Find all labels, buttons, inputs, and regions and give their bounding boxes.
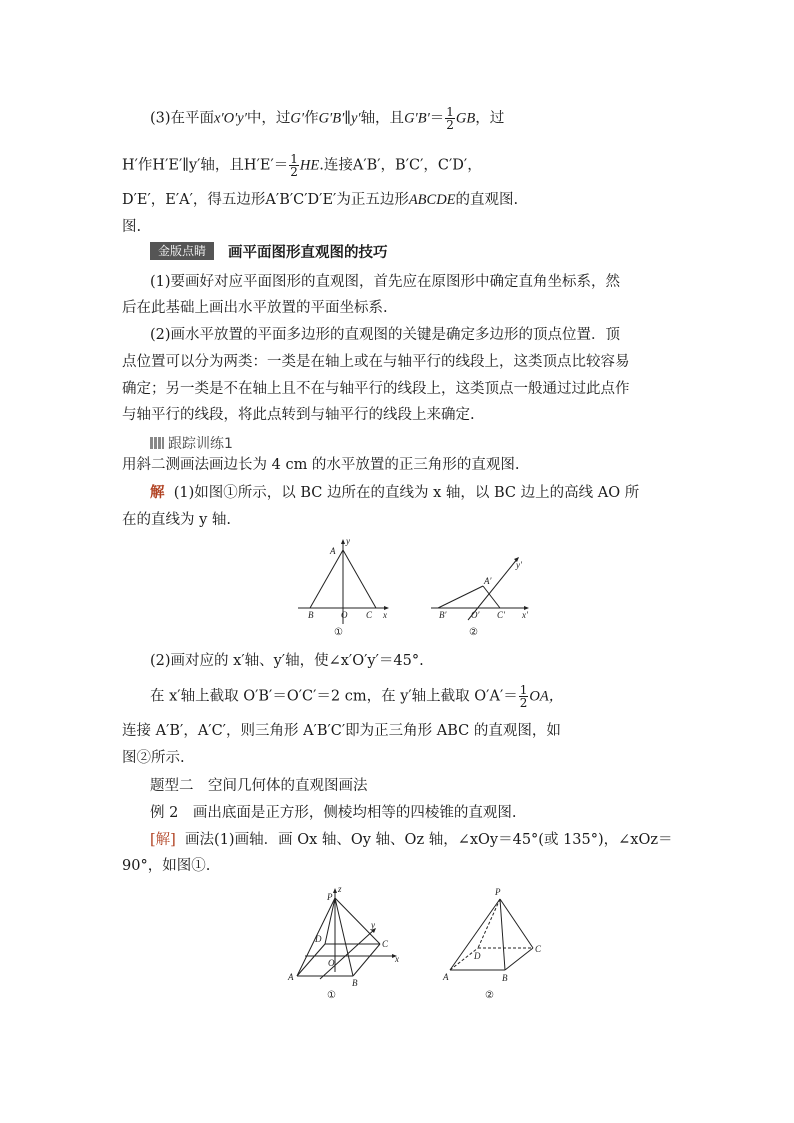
tip-p2-l1: (2)画水平放置的平面多边形的直观图的关键是确定多边形的顶点位置．顶: [150, 327, 621, 343]
label-b: B: [308, 610, 314, 620]
section-title: 题型二 空间几何体的直观图画法: [150, 778, 368, 794]
caption-2: ②: [469, 627, 478, 638]
solution-l1: [解] 画法(1)画轴．画 Ox 轴、Oy 轴、Oz 轴，∠xOy＝45°(或 135°)，∠xOz＝: [150, 832, 673, 848]
label-x2: x′: [522, 610, 528, 620]
fraction-half: $\frac{1}{2}$: [446, 105, 454, 132]
label-y2: y′: [516, 560, 522, 570]
tip-p2-l2: 点位置可以分为两类：一类是在轴上或在与轴平行的线段上，这类顶点比较容易: [122, 354, 630, 370]
b2-label: B: [502, 973, 508, 983]
label-a: A: [330, 546, 336, 556]
fraction-half-3: $\frac{1}{2}$: [519, 683, 528, 710]
c-label: C: [382, 939, 389, 949]
example-2: 例 2 画出底面是正方形，侧棱均相等的四棱锥的直观图.: [150, 805, 517, 821]
step3-line2: H′作H′E′∥y′轴，且H′E′＝ $\frac{1}{2}$ HE.连接A′B′，B′C′，C′D′，: [122, 152, 482, 179]
tip-title: 画平面图形直观图的技巧: [228, 245, 388, 261]
label-y: y: [346, 536, 350, 546]
training-s2: (2)画对应的 x′轴、y′轴，使∠x′O′y′＝45°.: [150, 653, 424, 669]
tip-p1-l2: 后在此基础上画出水平放置的平面坐标系.: [122, 300, 388, 316]
label-o2: O′: [471, 610, 480, 620]
training-s5: 图②所示.: [122, 750, 185, 766]
d2-label: D: [474, 951, 481, 961]
d-label: D: [315, 934, 322, 944]
tip-p2-l4: 与轴平行的线段，将此点转到与轴平行的线段上来确定.: [122, 407, 475, 423]
x-label: x: [395, 954, 399, 964]
label-a2: A′: [484, 576, 492, 586]
tip-tag: 金版点睛: [150, 242, 214, 260]
training-s4: 连接 A′B′，A′C′，则三角形 A′B′C′即为正三角形 ABC 的直观图，如: [122, 723, 561, 739]
caption-3: ①: [327, 990, 336, 1001]
caption-1: ①: [334, 627, 343, 638]
step3-line1: (3)在平面x′O′y′中，过G′作G′B′∥y′轴，且G′B′＝ $\frac{1}{2}$ GB，过: [150, 105, 505, 132]
training-s3: 在 x′轴上截取 O′B′＝O′C′＝2 cm，在 y′轴上截取 O′A′＝ $\frac{1}{2}$ OA，: [150, 683, 564, 710]
tip-p2-l3: 确定；另一类是不在轴上且不在与轴平行的线段上，这类顶点一般通过过此点作: [122, 381, 630, 397]
p2-label: P: [495, 887, 501, 897]
fraction-half-2: $\frac{1}{2}$: [290, 152, 298, 179]
c2-label: C: [535, 944, 542, 954]
label-x: x: [383, 610, 387, 620]
p-label: P: [327, 892, 333, 902]
solution-l2: 90°，如图①.: [122, 858, 211, 874]
o-label: O: [328, 958, 335, 968]
a2-label: A: [443, 972, 449, 982]
training-label: 跟踪训练1: [150, 433, 233, 453]
step3-line4: 图.: [122, 219, 142, 235]
tip-p1-l1: (1)要画好对应平面图形的直观图，首先应在原图形中确定直角坐标系，然: [150, 274, 621, 290]
label-o: O: [341, 610, 348, 620]
label-c: C: [366, 610, 373, 620]
training-question: 用斜二测画法画边长为 4 cm 的水平放置的正三角形的直观图.: [122, 457, 520, 473]
z-label: z: [338, 884, 342, 894]
y-label: y: [371, 920, 375, 930]
label-b2: B′: [439, 610, 447, 620]
training-s1-l2: 在的直线为 y 轴.: [122, 512, 232, 528]
training-s1-l1: 解 (1)如图①所示，以 BC 边所在的直线为 x 轴，以 BC 边上的高线 AO 所: [150, 484, 640, 501]
a-label: A: [288, 972, 294, 982]
pyramid-figures: [275, 884, 551, 1002]
b-label: B: [352, 978, 358, 988]
triangle-figures: [288, 536, 536, 641]
caption-4: ②: [485, 990, 494, 1001]
bars-icon: [150, 437, 164, 449]
step3-line3: D′E′，E′A′，得五边形A′B′C′D′E′为正五边形ABCDE的直观图.: [122, 192, 519, 208]
label-c2: C′: [497, 610, 505, 620]
